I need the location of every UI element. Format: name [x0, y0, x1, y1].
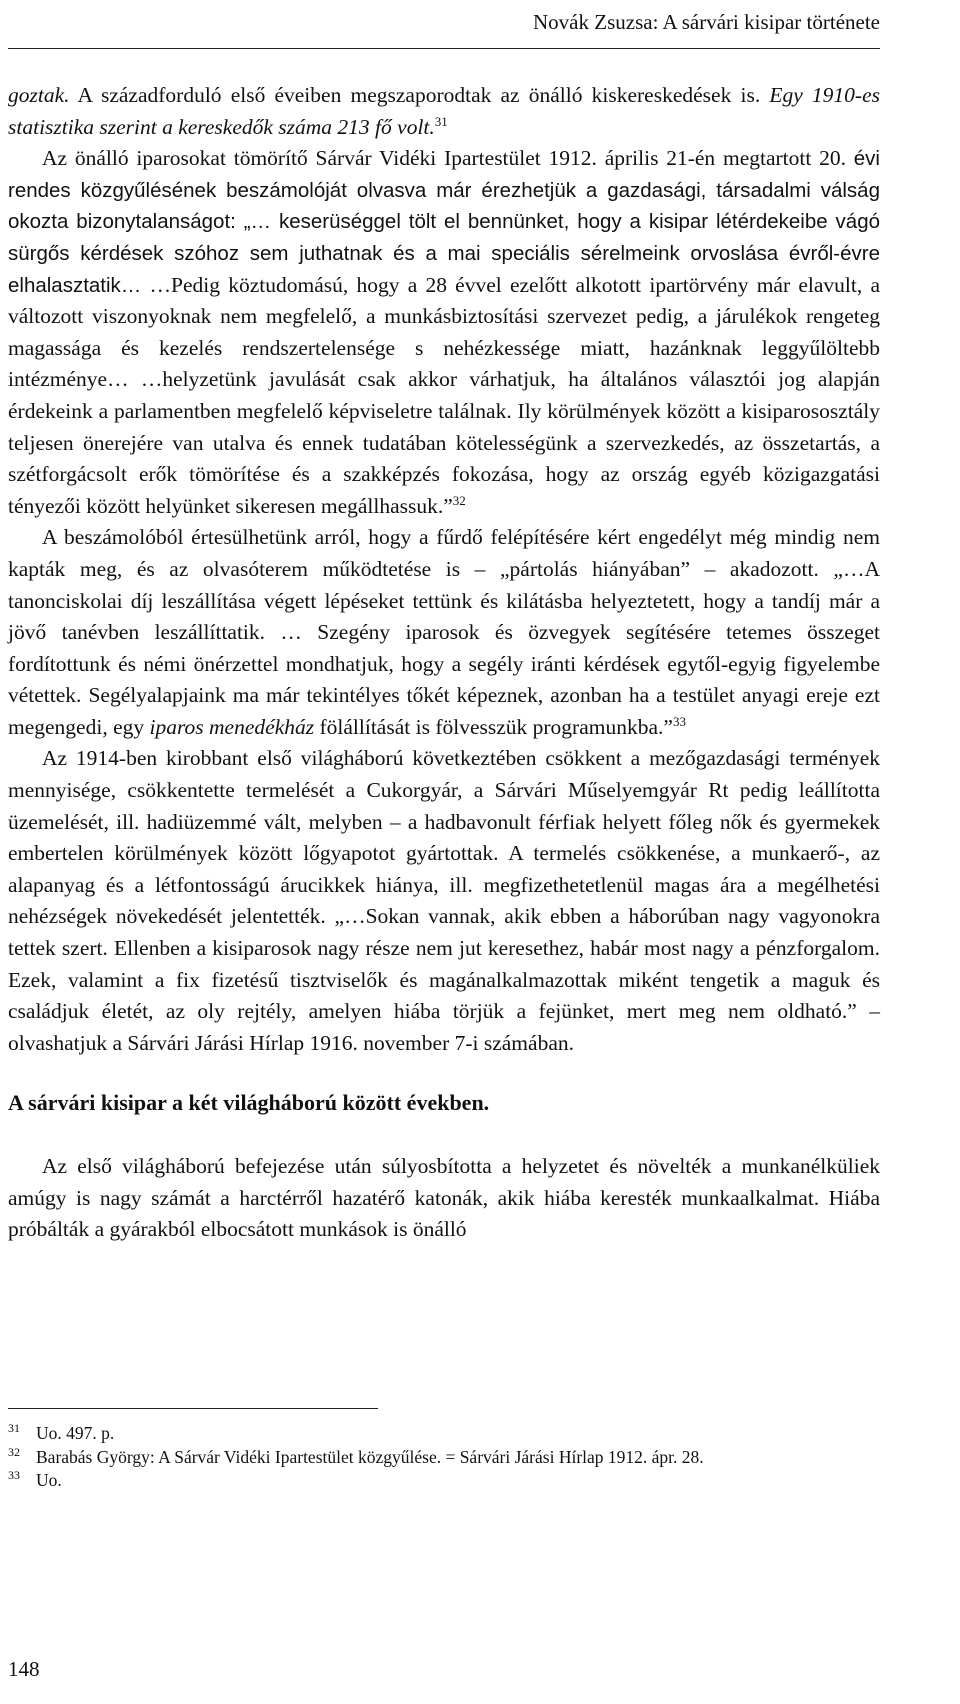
footnotes [8, 1422, 880, 1493]
footnote-32 [8, 1446, 880, 1470]
paragraph-1 [8, 80, 880, 143]
text-run: …Pedig köztudomású, hogy a 28 évvel ezelőtt alkotott ipartörvény már elavult, a változott viszonyoknak nem megfelelő, a munkásbiztosítási szervezet pedig, a járulékok rengeteg magassága és kezelés rendszertelensége s nehézkessége miatt, hazánknak leggyűlöltebb intézménye… …helyzetünk javulását csak akkor várhatjuk, ha általános választói jog alapján érdekeink a parlamentben megfelelő képviseletre találnak. Ily körülmények között a kisiparososztály teljesen önerejére van utalva és ennek tudatában kötelességünk a szervezkedés, az összetartás, a szétforgácsolt erők tömörítése és a szakképzés fokozása, hogy az ország egyéb közigazgatási tényezői között helyünket sikeresen megállhassuk.” [8, 272, 880, 518]
footnote-number: 32 [8, 1444, 20, 1459]
footnote-number: 33 [8, 1468, 20, 1482]
body-text [8, 80, 880, 1246]
paragraph-4 [8, 743, 880, 1059]
page [8, 0, 880, 1246]
footnote-ref-31[interactable]: 31 [434, 113, 448, 129]
text-run: Az önálló iparosokat tömörítő Sárvár Vidéki Ipartestület 1912. április 21-én megtartott 20. [42, 146, 854, 171]
footnote-text: Uo. 497. p. [36, 1423, 115, 1443]
footnote-text: Uo. [36, 1470, 62, 1490]
paragraph-3 [8, 522, 880, 743]
footnote-31 [8, 1422, 880, 1446]
running-header: Novák Zsuzsa: A sárvári kisipar története [533, 10, 880, 34]
page-number: 148 [8, 1657, 40, 1681]
quoted-text: évi rendes közgyűlésének beszámolóját olvasva már érezhetjük a gazdasági, társadalmi válság okozta bizonytalanságot: „… keserüséggel tölt el bennünket, hogy a kisipar létérdekeibe vágó sürgős kérdések szóhoz sem juthatnak és a mai speciális sérelmeink orvoslása évről-évre elhalasztatik… [8, 147, 880, 297]
italic-text: iparos menedékház [149, 714, 315, 739]
paragraph-5: Az első világháború befejezése után súlyosbította a helyzetet és növelték a munkanélküliek amúgy is nagy számát a harctérről hazatérő katonák, akik hiába keresték munkaalkalmat. Hiába próbálták a gyárakból elbocsátott munkások is önálló [8, 1154, 880, 1242]
footnote-33 [8, 1469, 880, 1493]
footnote-ref-32[interactable]: 32 [452, 492, 466, 508]
text-run: A századforduló első éveiben megszaporodtak az önálló kiskereskedések is. [69, 83, 770, 107]
footnote-ref-33[interactable]: 33 [672, 713, 686, 729]
section-heading: A sárvári kisipar a két világháború között években. [8, 1090, 490, 1116]
italic-text: goztak. [8, 83, 70, 107]
italic-text: Egy 1910-es statisztika szerint a kereskedők száma 213 fő volt. [8, 83, 881, 139]
footnote-number: 31 [8, 1421, 20, 1435]
header-rule [8, 48, 880, 49]
text-run: Az 1914-ben kirobbant első világháború következtében csökkent a mezőgazdasági termények mennyisége, csökkentette termelését a Cukorgyár, a Sárvári Műselyemgyár Rt pedig leállította üzemelését, ill. hadiüzemmé vált, melyben – a hadbavonult férfiak helyett főleg nők és gyermekek embertelen körülmények között lőgyapotot gyártottak. A termelés csökkenése, a munkaerő-, az alapanyag és a létfontosságú árucikkek hiánya, ill. megfizethetetlenül magas ára a megélhetési nehézségek növekedését jelentették. „…Sokan vannak, akik ebben a háborúban nagy vagyonokra tettek szert. Ellenben a kisiparosok nagy része nem jut keresethez, habár most nagy a pénzforgalom. Ezek, valamint a fix fizetésű tisztviselők és magánalkalmazottak miként tengetik a maguk és családjuk életét, az oly rejtély, amelyen hiába törjük a fejünket, mert meg nem oldható.” – olvashatjuk a Sárvári Járási Hírlap 1916. november 7-i számában. [8, 746, 880, 1055]
footnote-rule [8, 1408, 378, 1409]
text-run: A beszámolóból értesülhetünk arról, hogy a fűrdő felépítésére kért engedélyt még mindig nem kapták meg, és az olvasóterem működtetése is – „pártolás hiányában” – akadozott. „…A tanonciskolai díj leszállítása végett lépéseket tettünk és kilátásba helyeztetett, hogy a tandíj már a jövő tanévben leszállíttatik. … Szegény iparosok és özvegyek segítésére tetemes összeget fordítottunk és némi önérzettel mondhatjuk, hogy a segély iránti kérdések egytől-egyig figyelembe vétettek. Segélyalapjaink ma már tekintélyes tőkét képeznek, azonban ha a testület anyagi ereje ezt megengedi, egy [8, 525, 880, 739]
footnote-text: Barabás György: A Sárvár Vidéki Ipartestület közgyűlése. = Sárvári Járási Hírlap 1912. ápr. 28. [36, 1446, 704, 1467]
text-run: fölállítását is fölvesszük programunkba.” [314, 714, 673, 739]
paragraph-2 [8, 143, 880, 522]
